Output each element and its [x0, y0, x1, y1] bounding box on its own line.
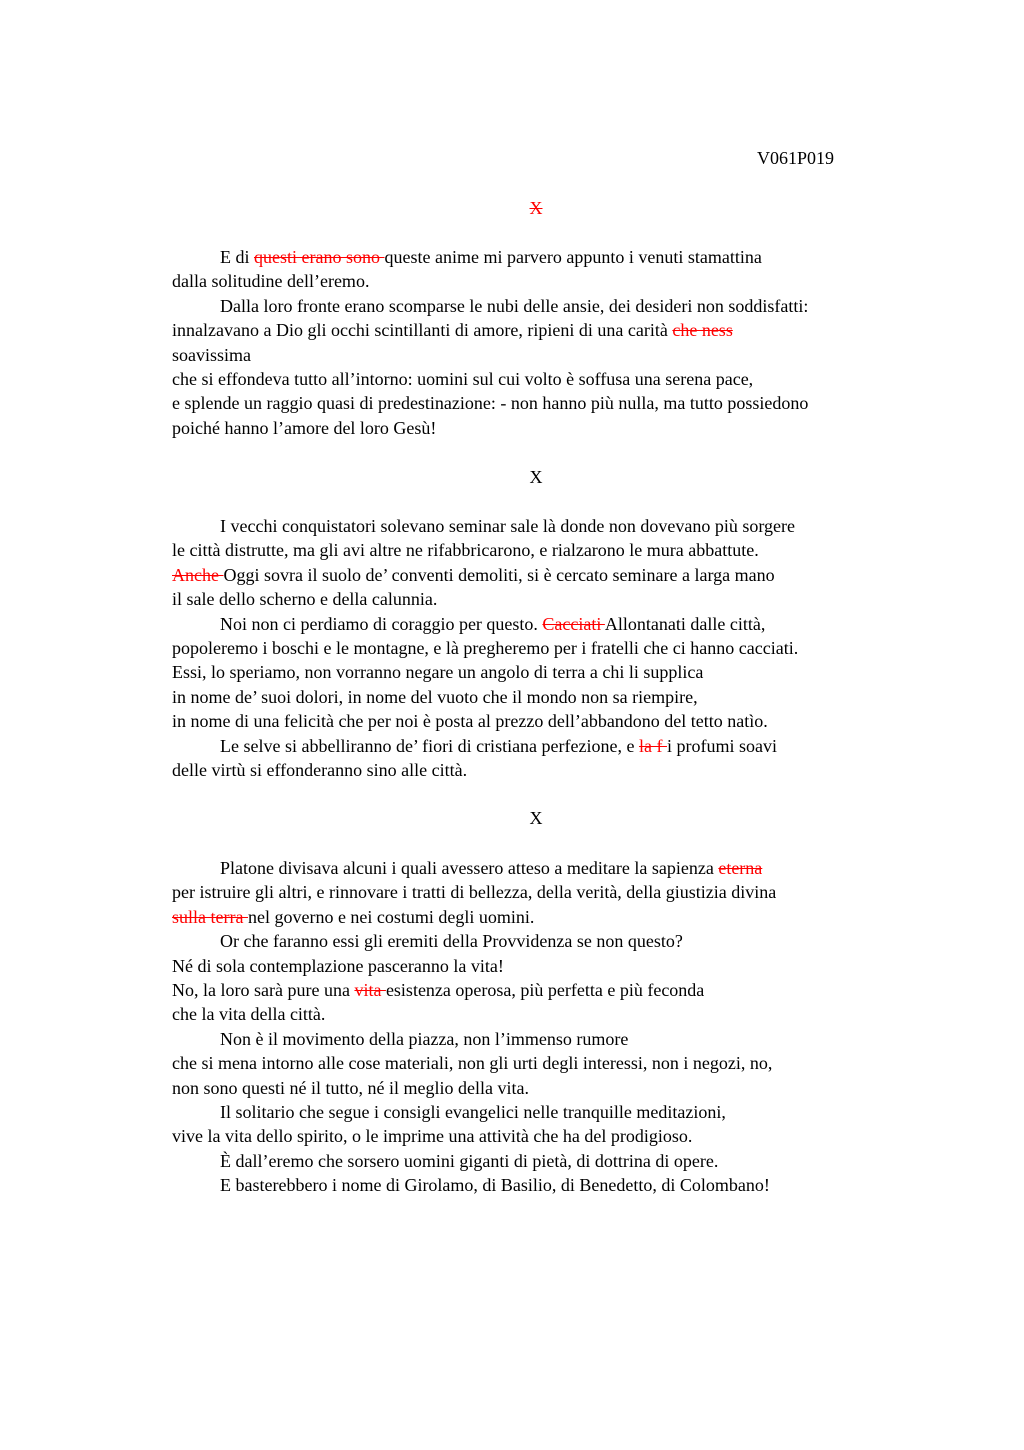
- text-line: [172, 1076, 932, 1100]
- text-line: [172, 514, 932, 538]
- deleted-text: che ness: [672, 320, 733, 341]
- text-section: [172, 245, 932, 440]
- deleted-text: questi erano sono: [254, 247, 385, 267]
- text-line: [172, 538, 932, 562]
- text-segment: in nome de’ suoi dolori, in nome del vuoto che il mondo non sa riempire,: [172, 686, 698, 707]
- text-segment: Noi non ci perdiamo di coraggio per questo.: [220, 613, 543, 634]
- text-line: [172, 1002, 932, 1026]
- text-segment: innalzavano a Dio gli occhi scintillanti di amore, ripieni di una carità: [172, 320, 673, 341]
- text-line: [172, 1051, 932, 1075]
- text-segment: Non è il movimento della piazza, non l’immenso rumore: [220, 1028, 629, 1049]
- deleted-text: eterna: [718, 858, 763, 878]
- text-segment: Platone divisava alcuni i quali avessero atteso a meditare la sapienza: [220, 858, 719, 878]
- text-line: [172, 734, 932, 758]
- text-segment: queste anime mi parvero appunto i venuti stamattina: [384, 247, 762, 267]
- text-line: [172, 880, 932, 904]
- deleted-text: Anche: [172, 564, 224, 585]
- text-line: [172, 660, 932, 684]
- text-line: [172, 416, 932, 440]
- text-segment: dalla solitudine dell’eremo.: [172, 271, 370, 292]
- text-line: [172, 929, 932, 953]
- text-line: [172, 343, 932, 367]
- text-segment: Or che faranno essi gli eremiti della Provvidenza se non questo?: [220, 931, 683, 952]
- text-section: [172, 856, 932, 1197]
- text-line: [172, 856, 932, 880]
- text-segment: le città distrutte, ma gli avi altre ne rifabbricarono, e rialzarono le mura abbattute.: [172, 540, 759, 561]
- text-line: [172, 318, 932, 342]
- text-line: [172, 1149, 932, 1173]
- text-line: [172, 294, 932, 318]
- deleted-text: vita: [354, 979, 386, 1000]
- text-line: [172, 709, 932, 733]
- text-segment: esistenza operosa, più perfetta e più feconda: [385, 979, 705, 1000]
- section-separator: [0, 806, 1024, 830]
- text-line: [172, 612, 932, 636]
- text-line: [172, 563, 932, 587]
- deleted-text: Cacciati: [542, 613, 605, 634]
- text-segment: nel governo e nei costumi degli uomini.: [247, 906, 535, 927]
- text-segment: il sale dello scherno e della calunnia.: [172, 589, 438, 610]
- text-line: [172, 978, 932, 1002]
- text-segment: Dalla loro fronte erano scomparse le nubi delle ansie, dei desideri non soddisfatti:: [220, 295, 809, 316]
- section-separator: [0, 196, 1024, 220]
- text-segment: che si effondeva tutto all’intorno: uomini sul cui volto è soffusa una serena pace,: [172, 368, 754, 389]
- text-segment: per istruire gli altri, e rinnovare i tratti di bellezza, della verità, della giustizia divina: [172, 882, 777, 903]
- deleted-text: la f: [638, 735, 667, 756]
- deleted-text: sulla terra: [172, 906, 248, 927]
- text-line: [172, 269, 932, 293]
- text-segment: delle virtù si effonderanno sino alle città.: [172, 759, 468, 780]
- text-segment: Essi, lo speriamo, non vorranno negare un angolo di terra a chi li supplica: [172, 662, 704, 683]
- text-line: [172, 391, 932, 415]
- text-line: [172, 954, 932, 978]
- text-line: [172, 1100, 932, 1124]
- text-line: [172, 758, 932, 782]
- text-line: [172, 636, 932, 660]
- text-segment: E basterebbero i nome di Girolamo, di Basilio, di Benedetto, di Colombano!: [220, 1175, 770, 1196]
- text-segment: vive la vita dello spirito, o le imprime una attività che ha del prodigioso.: [172, 1126, 693, 1147]
- text-line: [172, 367, 932, 391]
- text-segment: Oggi sovra il suolo de’ conventi demoliti, si è cercato seminare a larga mano: [223, 564, 775, 585]
- text-segment: Il solitario che segue i consigli evangelici nelle tranquille meditazioni,: [220, 1101, 726, 1122]
- text-segment: No, la loro sarà pure una: [172, 979, 355, 1000]
- text-line: [172, 1173, 932, 1197]
- separator-mark: X: [529, 198, 543, 218]
- text-segment: e splende un raggio quasi di predestinazione: - non hanno più nulla, ma tutto possiedono: [172, 393, 809, 414]
- text-line: [172, 1027, 932, 1051]
- text-segment: poiché hanno l’amore del loro Gesù!: [172, 417, 437, 438]
- separator-mark: X: [529, 467, 543, 487]
- text-line: [172, 587, 932, 611]
- text-segment: che si mena intorno alle cose materiali, non gli urti degli interessi, non i negozi, no,: [172, 1053, 773, 1074]
- text-segment: non sono questi né il tutto, né il meglio della vita.: [172, 1077, 529, 1098]
- text-line: [172, 1124, 932, 1148]
- text-segment: E di: [220, 247, 254, 267]
- text-segment: Le selve si abbelliranno de’ fiori di cristiana perfezione, e: [220, 735, 639, 756]
- text-section: [172, 514, 932, 782]
- text-segment: Allontanati dalle città,: [604, 613, 766, 634]
- text-segment: che la vita della città.: [172, 1004, 326, 1025]
- text-line: [172, 905, 932, 929]
- page-identifier: V061P019: [757, 148, 835, 168]
- text-segment: Né di sola contemplazione pasceranno la vita!: [172, 955, 504, 976]
- text-segment: soavissima: [172, 344, 251, 365]
- separator-mark: X: [529, 808, 543, 828]
- text-line: [172, 685, 932, 709]
- section-separator: [0, 465, 1024, 489]
- text-line: [172, 245, 932, 269]
- text-segment: popoleremo i boschi e le montagne, e là pregheremo per i fratelli che ci hanno cacciati.: [172, 637, 799, 658]
- text-segment: I vecchi conquistatori solevano seminar sale là donde non dovevano più sorgere: [220, 516, 795, 536]
- text-segment: i profumi soavi: [666, 735, 777, 756]
- text-segment: È dall’eremo che sorsero uomini giganti di pietà, di dottrina di opere.: [220, 1150, 719, 1171]
- text-segment: in nome di una felicità che per noi è posta al prezzo dell’abbandono del tetto natìo.: [172, 711, 768, 732]
